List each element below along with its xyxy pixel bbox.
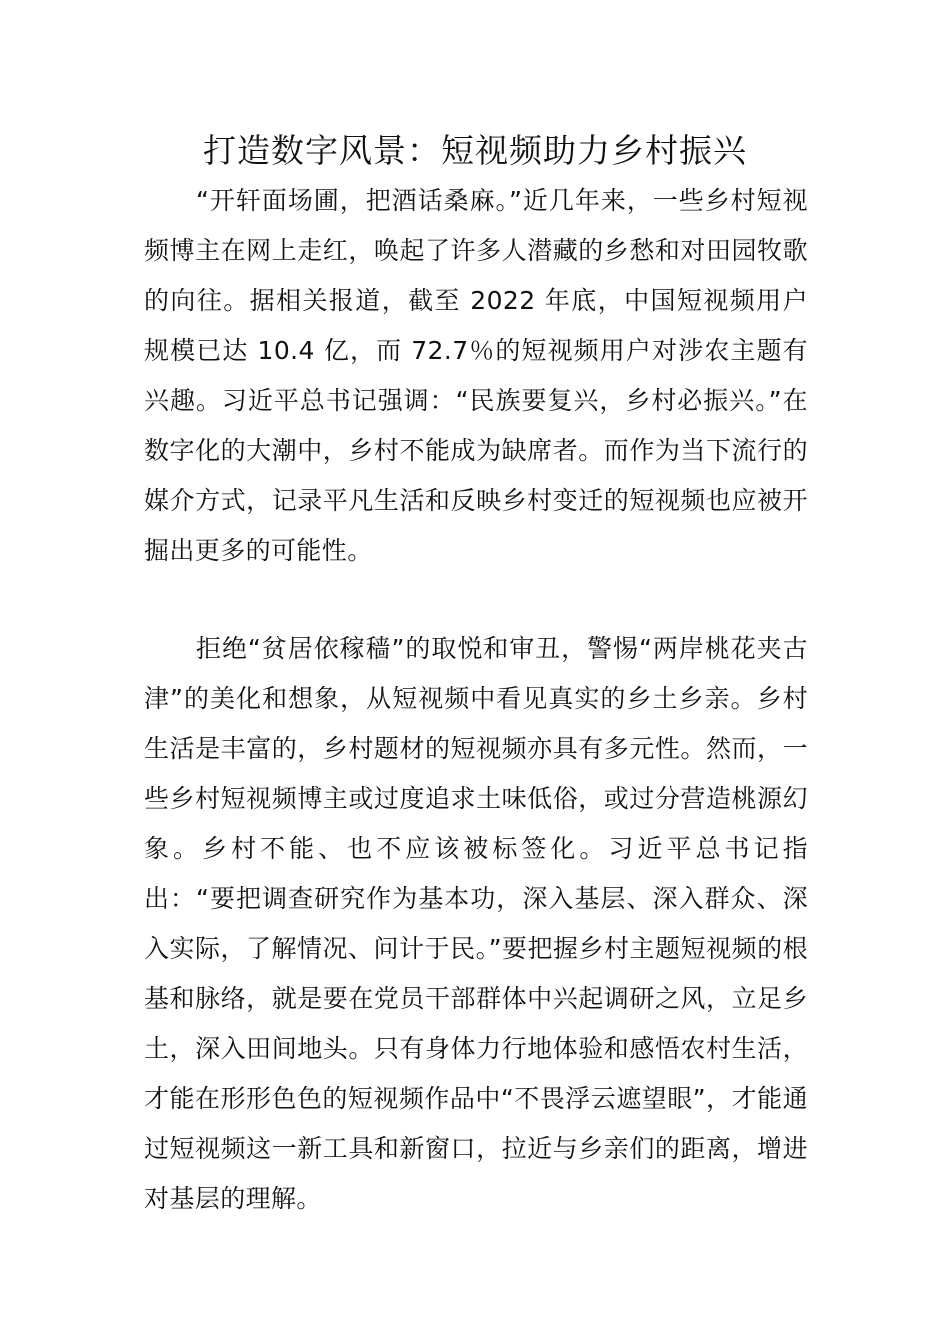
paragraph-1: “开轩面场圃，把酒话桑麻。”近几年来，一些乡村短视频博主在网上走红，唤起了许多人潜藏的乡愁和对田园牧歌的向往。据相关报道，截至 2022 年底，中国短视频用户规模已达 10.4 亿，而 72.7％的短视频用户对涉农主题有兴趣。习近平总书记强调：“民族要复兴，乡村必振兴。”在数字化的大潮中，乡村不能成为缺席者。而作为当下流行的媒介方式，记录平凡生活和反映乡村变迁的短视频也应被开掘出更多的可能性。 [144, 186, 808, 565]
paragraph-2: 拒绝“贫居依稼穑”的取悦和审丑，警惕“两岸桃花夹古津”的美化和想象，从短视频中看见真实的乡土乡亲。乡村生活是丰富的，乡村题材的短视频亦具有多元性。然而，一些乡村短视频博主或过度追求土味低俗，或过分营造桃源幻象。乡村不能、也不应该被标签化。习近平总书记指出：“要把调查研究作为基本功，深入基层、深入群众、深入实际，了解情况、问计于民。”要把握乡村主题短视频的根基和脉络，就是要在党员干部群体中兴起调研之风，立足乡土，深入田间地头。只有身体力行地体验和感悟农村生活，才能在形形色色的短视频作品中“不畏浮云遮望眼”，才能通过短视频这一新工具和新窗口，拉近与乡亲们的距离，增进对基层的理解。 [144, 634, 808, 1213]
document-title: 打造数字风景：短视频助力乡村振兴 [203, 131, 747, 170]
